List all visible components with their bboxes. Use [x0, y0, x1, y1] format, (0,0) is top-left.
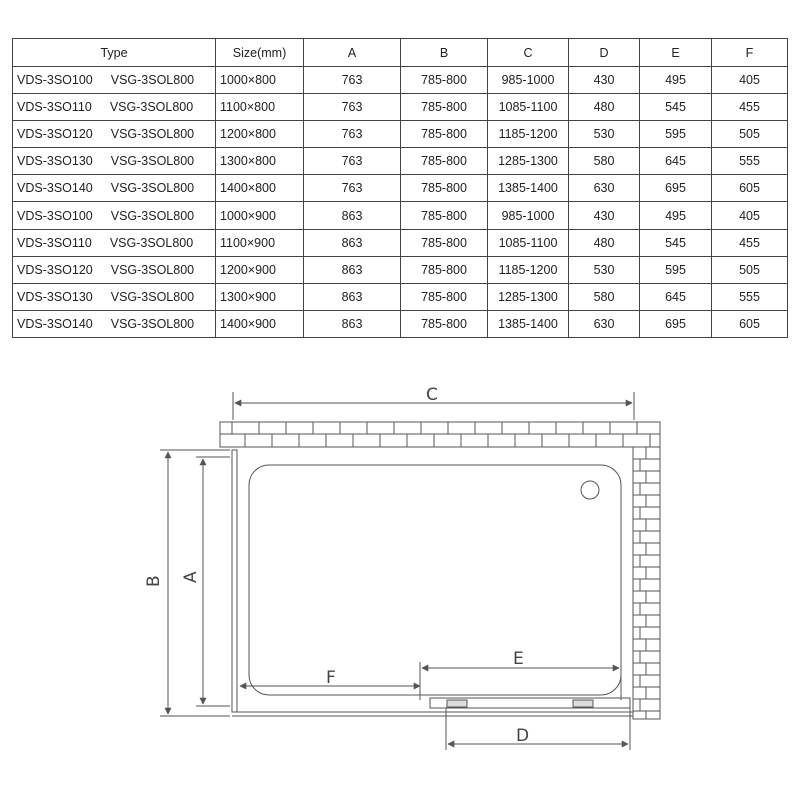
model-code: VDS-3SO110 [17, 100, 92, 115]
b-cell: 785-800 [401, 121, 488, 148]
size-cell: 1300×800 [216, 148, 304, 175]
panel-code: VSG-3SOL800 [110, 262, 195, 277]
label-d: D [516, 726, 530, 746]
model-code: VDS-3SO140 [17, 181, 93, 196]
d-cell: 530 [569, 256, 640, 283]
type-cell [13, 148, 216, 175]
panel-code: VSG-3SOL800 [110, 289, 195, 304]
type-cell [13, 67, 216, 94]
e-cell: 495 [640, 67, 712, 94]
label-e: E [513, 649, 524, 669]
b-cell: 785-800 [401, 175, 488, 202]
model-code: VDS-3SO100 [17, 73, 93, 88]
size-cell: 1100×900 [216, 229, 304, 256]
c-cell: 1385-1400 [488, 175, 569, 202]
c-cell: 985-1000 [488, 202, 569, 229]
f-cell: 405 [712, 202, 788, 229]
a-cell: 763 [304, 175, 401, 202]
b-cell: 785-800 [401, 229, 488, 256]
model-code: VDS-3SO110 [17, 235, 92, 250]
c-cell: 1185-1200 [488, 121, 569, 148]
c-cell: 1285-1300 [488, 148, 569, 175]
table-row [13, 175, 788, 202]
c-cell: 1385-1400 [488, 310, 569, 337]
f-cell: 455 [712, 94, 788, 121]
header-f: F [712, 39, 788, 67]
b-cell: 785-800 [401, 202, 488, 229]
size-cell: 1000×800 [216, 67, 304, 94]
a-cell: 863 [304, 283, 401, 310]
panel-code: VSG-3SOL800 [110, 154, 195, 169]
size-cell: 1100×800 [216, 94, 304, 121]
panel-code: VSG-3SOL800 [110, 73, 195, 88]
c-cell: 1285-1300 [488, 283, 569, 310]
model-code: VDS-3SO100 [17, 208, 93, 223]
type-cell [13, 121, 216, 148]
model-code: VDS-3SO140 [17, 316, 93, 331]
header-c: C [488, 39, 569, 67]
f-cell: 505 [712, 121, 788, 148]
b-cell: 785-800 [401, 283, 488, 310]
header-size: Size(mm) [216, 39, 304, 67]
table-row [13, 202, 788, 229]
panel-code: VSG-3SOL800 [110, 127, 195, 142]
panel-code: VSG-3SOL800 [109, 235, 194, 250]
type-cell [13, 175, 216, 202]
model-code: VDS-3SO120 [17, 262, 93, 277]
b-cell: 785-800 [401, 256, 488, 283]
panel-code: VSG-3SOL800 [110, 181, 195, 196]
header-d: D [569, 39, 640, 67]
size-cell: 1000×900 [216, 202, 304, 229]
d-cell: 530 [569, 121, 640, 148]
dimension-table [12, 38, 788, 338]
type-cell [13, 283, 216, 310]
f-cell: 455 [712, 229, 788, 256]
right-wall [633, 447, 660, 719]
b-cell: 785-800 [401, 148, 488, 175]
table-row [13, 121, 788, 148]
a-cell: 763 [304, 148, 401, 175]
d-cell: 480 [569, 229, 640, 256]
a-cell: 763 [304, 67, 401, 94]
size-cell: 1400×800 [216, 175, 304, 202]
label-c: C [426, 385, 438, 405]
a-cell: 863 [304, 256, 401, 283]
f-cell: 405 [712, 67, 788, 94]
drain-icon [581, 481, 599, 499]
label-a: A [181, 571, 201, 583]
table-row [13, 310, 788, 337]
table-row [13, 67, 788, 94]
header-e: E [640, 39, 712, 67]
type-cell [13, 310, 216, 337]
d-cell: 630 [569, 175, 640, 202]
c-cell: 1185-1200 [488, 256, 569, 283]
a-cell: 863 [304, 202, 401, 229]
panel-code: VSG-3SOL800 [110, 208, 195, 223]
table-row [13, 229, 788, 256]
label-f: F [326, 668, 336, 688]
panel-code: VSG-3SOL800 [109, 100, 194, 115]
size-cell: 1300×900 [216, 283, 304, 310]
d-cell: 580 [569, 148, 640, 175]
table-row [13, 283, 788, 310]
type-cell [13, 94, 216, 121]
d-cell: 630 [569, 310, 640, 337]
size-cell: 1200×800 [216, 121, 304, 148]
model-code: VDS-3SO130 [17, 154, 93, 169]
f-cell: 555 [712, 283, 788, 310]
e-cell: 645 [640, 283, 712, 310]
table-row [13, 94, 788, 121]
model-code: VDS-3SO130 [17, 289, 93, 304]
type-cell [13, 229, 216, 256]
size-cell: 1400×900 [216, 310, 304, 337]
e-cell: 595 [640, 256, 712, 283]
model-code: VDS-3SO120 [17, 127, 93, 142]
f-cell: 605 [712, 175, 788, 202]
shower-tray [249, 465, 621, 695]
a-cell: 763 [304, 94, 401, 121]
b-cell: 785-800 [401, 94, 488, 121]
e-cell: 595 [640, 121, 712, 148]
shower-enclosure-diagram [0, 370, 810, 786]
size-cell: 1200×900 [216, 256, 304, 283]
type-cell [13, 256, 216, 283]
left-fixed-panel [232, 450, 237, 712]
table-row [13, 256, 788, 283]
e-cell: 545 [640, 229, 712, 256]
c-cell: 1085-1100 [488, 229, 569, 256]
type-cell [13, 202, 216, 229]
f-cell: 505 [712, 256, 788, 283]
d-cell: 430 [569, 67, 640, 94]
header-a: A [304, 39, 401, 67]
e-cell: 645 [640, 148, 712, 175]
panel-code: VSG-3SOL800 [110, 316, 195, 331]
e-cell: 695 [640, 310, 712, 337]
header-b: B [401, 39, 488, 67]
b-cell: 785-800 [401, 67, 488, 94]
table-header-row [13, 39, 788, 67]
c-cell: 985-1000 [488, 67, 569, 94]
label-b: B [144, 575, 164, 587]
table-row [13, 148, 788, 175]
header-type: Type [13, 39, 216, 67]
c-cell: 1085-1100 [488, 94, 569, 121]
a-cell: 863 [304, 310, 401, 337]
d-cell: 430 [569, 202, 640, 229]
f-cell: 555 [712, 148, 788, 175]
b-cell: 785-800 [401, 310, 488, 337]
a-cell: 863 [304, 229, 401, 256]
d-cell: 480 [569, 94, 640, 121]
e-cell: 695 [640, 175, 712, 202]
e-cell: 495 [640, 202, 712, 229]
a-cell: 763 [304, 121, 401, 148]
f-cell: 605 [712, 310, 788, 337]
e-cell: 545 [640, 94, 712, 121]
d-cell: 580 [569, 283, 640, 310]
